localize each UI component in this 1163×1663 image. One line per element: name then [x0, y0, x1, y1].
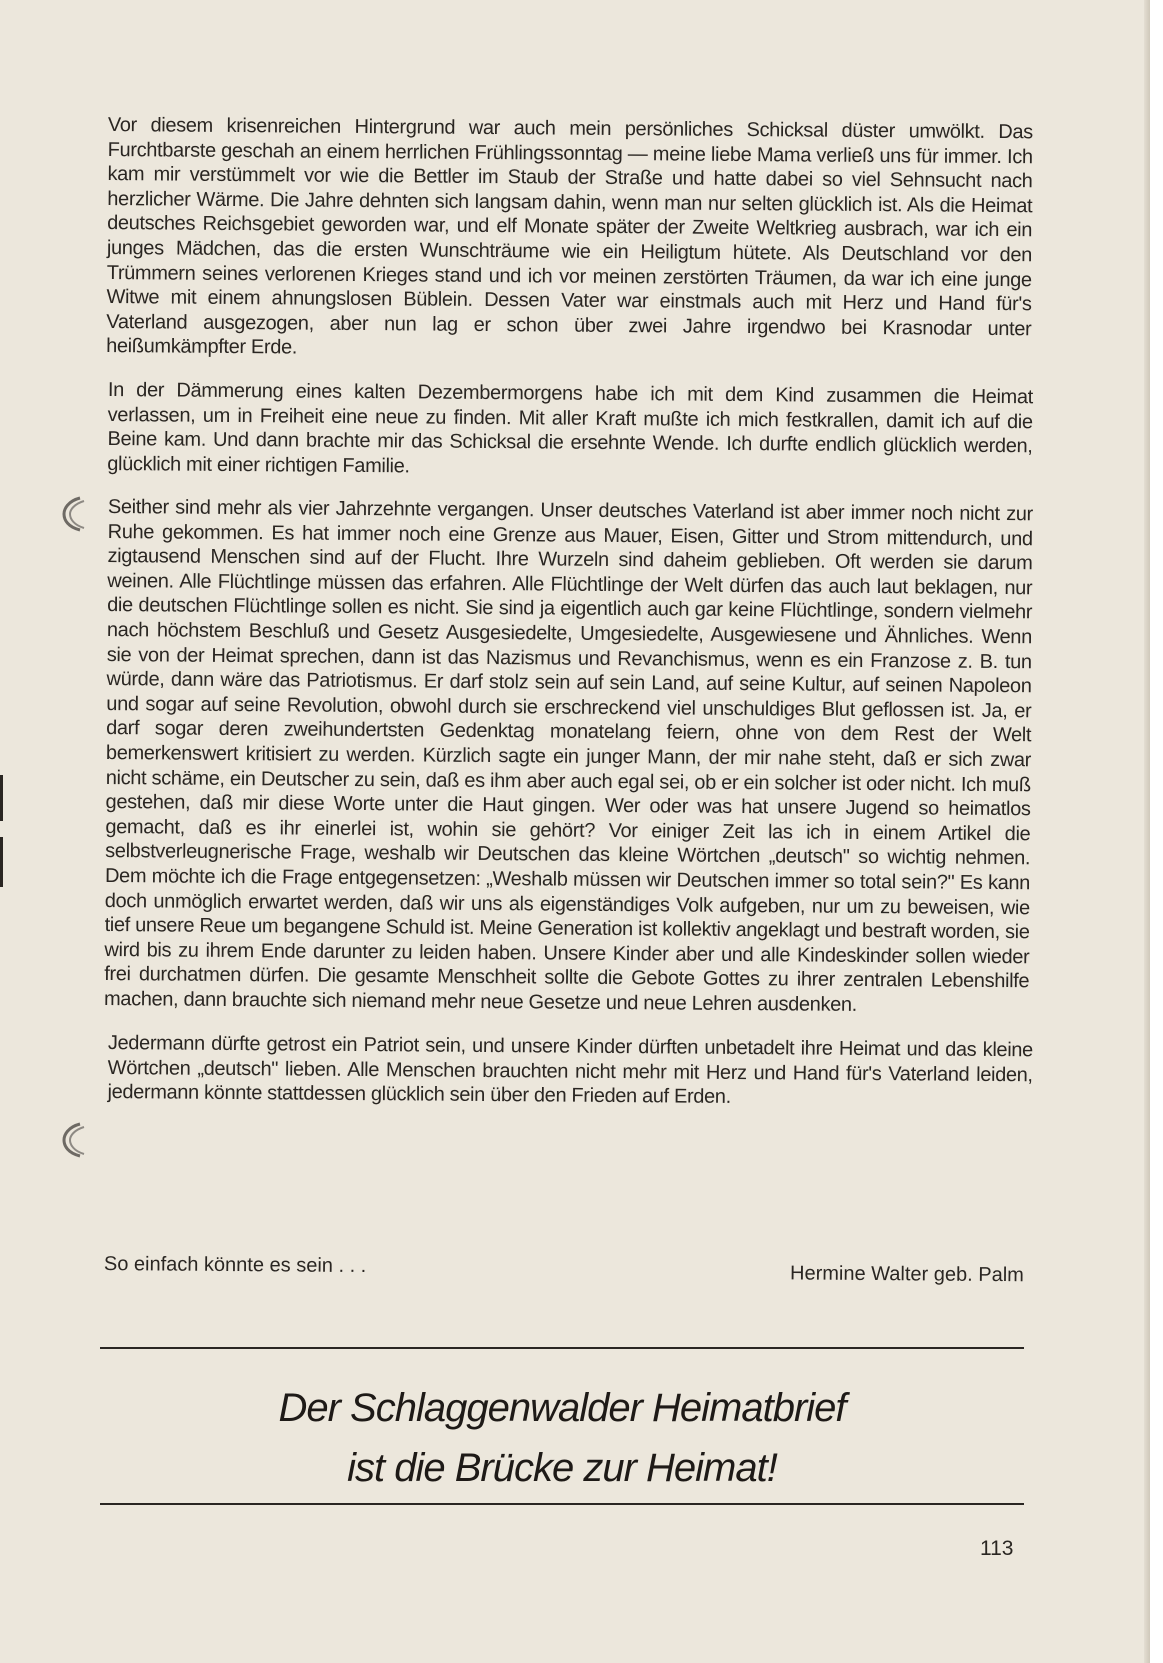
punch-hole-icon [58, 495, 88, 533]
page-edge-shadow [1144, 0, 1150, 1663]
scan-edge-mark [0, 775, 3, 821]
page-number: 113 [980, 1537, 1014, 1560]
paragraph: Vor diesem krisenreichen Hintergrund war auch mein persönliches Schicksal düster umwölkt. Das Furchtbarste geschah an einem herrlichen Frühlingssonntag — meine liebe Mama verließ uns für immer. Ich kam mir verstümmelt vor wie die Bettler im Staub der Straße und hatte dabei so viel Sehnsucht nach herzlicher Wärme. Die Jahre dehnten sich langsam dahin, wenn man nur selten glücklich ist. Als die Heimat deutsches Reichsgebiet geworden war, und elf Monate später der Zweite Weltkrieg ausbrach, war ich ein junges Mädchen, das die ersten Wunschträume wie ein Heiligtum hütete. Als Deutschland vor den Trümmern seines verlorenen Krieges stand und ich vor meinen zerstörten Träumen, da war ich eine junge Witwe mit einem ahnungslosen Büblein. Dessen Vater war einstmals auch mit Herz und Hand für's Vaterland ausgezogen, aber nun lag er schon über zwei Jahre irgendwo bei Krasnodar unter heißumkämpfter Erde. [106, 113, 1033, 359]
slogan-line-2: ist die Brücke zur Heimat! [347, 1446, 777, 1490]
paragraph: Seither sind mehr als vier Jahrzehnte vergangen. Unser deutsches Vaterland ist aber immer noch nicht zur Ruhe gekommen. Es hat immer noch eine Grenze aus Mauer, Eisen, Gitter und Strom mittendurch, und zigtausend Menschen sind auf der Flucht. Ihre Wurzeln sind daheim geblieben. Oft werden sie darum weinen. Alle Flüchtlinge müssen das erfahren. Alle Flüchtlinge der Welt dürfen das auch laut beklagen, nur die deutschen Flüchtlinge sollen es nicht. Sie sind ja eigentlich auch gar keine Flüchtlinge, sondern vielmehr nach höchstem Beschluß und Gesetz Ausgesiedelte, Umgesiedelte, Ausgewiesene und Ähnliches. Wenn sie von der Heimat sprechen, dann ist das Nazismus und Revanchismus, wenn es ein Franzose z. B. tun würde, dann wäre das Patriotismus. Er darf stolz sein auf sein Land, auf seine Kultur, auf seinen Napoleon und sogar auf seine Revolution, obwohl durch sie erschreckend viel unschuldiges Blut geflossen ist. Ja, er darf sogar deren zweihundertsten Gedenktag monatelang feiern, ohne von dem Rest der Welt bemerkenswert kritisiert zu werden. Kürzlich sagte ein junger Mann, der mir nahe steht, daß er sich zwar nicht schäme, ein Deutscher zu sein, daß es ihm aber auch egal sei, ob er ein solcher ist oder nicht. Ich muß gestehen, daß mir diese Worte unter die Haut gingen. Wer oder was hat unsere Jugend so heimatlos gemacht, daß es ihr einerlei ist, wohin sie gehört? Vor einiger Zeit las ich in einem Artikel die selbstverleugnerische Frage, weshalb wir Deutschen das kleine Wörtchen „deutsch" so wichtig nehmen. Dem möchte ich die Frage entgegensetzen: „Weshalb müssen wir Deutschen immer so total sein?" Es kann doch unmöglich erwartet werden, daß wir uns als eigenständiges Volk aufgeben, nur um zu beweisen, wie tief unsere Reue um begangene Schuld ist. Meine Generation ist kollektiv angeklagt und bestraft worden, sie wird bis zu ihrem Ende darunter zu leiden haben. Unsere Kinder aber und alle Kindeskinder sollen wieder frei durchatmen dürfen. Die gesamte Menschheit sollte die Gebote Gottes zu ihrer zentralen Lebenshilfe machen, dann brauchte sich niemand mehr neue Gesetze und neue Lehren ausdenken. [103, 496, 1033, 1017]
punch-hole-icon [58, 1121, 88, 1159]
slogan-box [100, 1378, 1024, 1498]
slogan-line-1: Der Schlaggenwalder Heimatbrief [278, 1386, 846, 1430]
closing-row [103, 1253, 1024, 1287]
divider-line [100, 1503, 1024, 1505]
article-body [103, 113, 1033, 1117]
scan-edge-mark [0, 837, 3, 887]
divider-line [100, 1347, 1024, 1349]
paragraph: Jedermann dürfte getrost ein Patriot sein, und unsere Kinder dürften unbetadelt ihre Heimat und das kleine Wörtchen „deutsch" lieben. Alle Menschen brauchten nicht mehr mit Herz und Hand für's Vaterland leiden, jedermann könnte stattdessen glücklich sein über den Frieden auf Erden. [107, 1031, 1033, 1108]
author-signature: Hermine Walter geb. Palm [789, 1262, 1024, 1287]
closing-line: So einfach könnte es sein . . . [103, 1253, 367, 1278]
paragraph: In der Dämmerung eines kalten Dezembermorgens habe ich mit dem Kind zusammen die Heimat verlassen, um in Freiheit eine neue zu finden. Mit aller Kraft mußte ich mich festkrallen, damit ich auf die Beine kam. Und dann brachte mir das Schicksal die ersehnte Wende. Ich durfte endlich glücklich werden, glücklich mit einer richtigen Familie. [107, 378, 1033, 478]
